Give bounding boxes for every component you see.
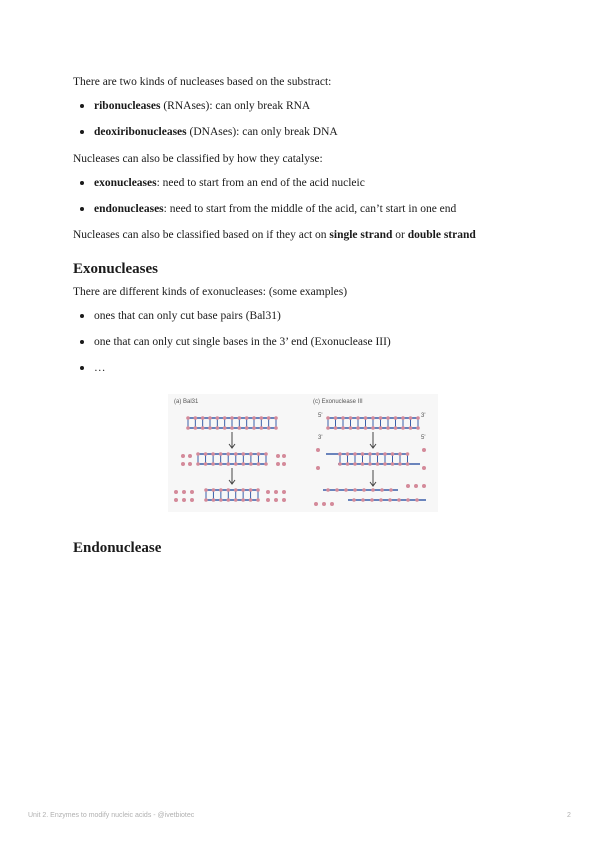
exonuclease-figure [168,394,438,512]
released-nucleotide [330,502,334,506]
nucleotide-bead [376,462,380,466]
nucleotide-bead [223,426,227,430]
definition: (RNAses): can only break RNA [160,100,311,112]
nucleotide-bead [204,462,208,466]
nucleotide-bead [226,462,230,466]
nucleotide-bead [383,452,387,456]
nucleotide-bead [371,426,375,430]
nucleotide-bead [264,452,268,456]
nucleotide-bead [211,452,215,456]
nucleotide-bead [406,452,410,456]
nucleotide-bead [391,452,395,456]
nucleotide-bead [368,452,372,456]
nucleotide-bead [256,498,260,502]
definition: (DNAses): can only break DNA [186,126,338,138]
nucleotide-bead [201,416,205,420]
nucleotide-bead [194,416,198,420]
released-nucleotide [274,498,278,502]
nucleotide-bead [352,498,356,502]
nucleotide-bead [204,452,208,456]
released-nucleotide [422,448,426,452]
nucleotide-bead [186,416,190,420]
nucleotide-bead [376,452,380,456]
section-heading-exonucleases: Exonucleases [73,261,159,277]
nucleotide-bead [338,452,342,456]
released-nucleotide [181,462,185,466]
end-label-5: 5' [318,413,323,419]
list-item [94,176,365,190]
intro-text: There are two kinds of nucleases based on the substract: [73,76,332,88]
nucleotide-bead [234,488,238,492]
nucleotide-bead [364,426,368,430]
nucleotide-bead [353,462,357,466]
released-nucleotide [181,454,185,458]
nucleotide-bead [226,498,230,502]
released-nucleotide [282,462,286,466]
nucleotide-bead [349,426,353,430]
nucleotide-bead [370,498,374,502]
nucleotide-bead [380,488,384,492]
released-nucleotide [182,498,186,502]
nucleotide-bead [398,462,402,466]
nucleotide-bead [238,426,242,430]
nucleotide-bead [249,498,253,502]
nucleotide-bead [226,452,230,456]
nucleotide-bead [204,488,208,492]
nucleotide-bead [386,416,390,420]
nucleotide-bead [415,498,419,502]
released-nucleotide [188,462,192,466]
nucleotide-bead [257,452,261,456]
nucleotide-bead [201,426,205,430]
nucleotide-bead [338,462,342,466]
released-nucleotide [422,466,426,470]
text-span: Nucleases can also be classified based on if they act on [73,229,330,241]
nucleotide-bead [346,452,350,456]
nucleotide-bead [249,452,253,456]
nucleotide-bead [216,426,220,430]
exo-intro-text: There are different kinds of exonucleases: (some examples) [73,286,348,298]
nucleotide-bead [362,488,366,492]
nucleotide-bead [371,416,375,420]
term: deoxiribonucleases [94,126,187,138]
nucleotide-bead [401,426,405,430]
nucleotide-bead [391,462,395,466]
nucleotide-bead [208,416,212,420]
nucleotide-bead [230,426,234,430]
nucleotide-bead [416,416,420,420]
nucleotide-bead [389,488,393,492]
nucleotide-bead [219,452,223,456]
nucleotide-bead [226,488,230,492]
nucleotide-bead [196,452,200,456]
released-nucleotide [190,490,194,494]
released-nucleotide [316,448,320,452]
bullet [80,314,84,318]
released-nucleotide [182,490,186,494]
nucleotide-bead [341,426,345,430]
released-nucleotide [422,484,426,488]
footer-text: Unit 2. Enzymes to modify nucleic acids - @ivetbiotec [28,812,195,819]
released-nucleotide [174,490,178,494]
list-item [94,202,456,216]
released-nucleotide [282,490,286,494]
nucleotide-bead [353,452,357,456]
text-span: or [392,229,408,241]
nucleotide-bead [241,498,245,502]
term: exonucleases [94,177,157,189]
nucleotide-bead [334,426,338,430]
nucleotide-bead [379,426,383,430]
released-nucleotide [190,498,194,502]
nucleotide-bead [326,488,330,492]
released-nucleotide [274,490,278,494]
term: ribonucleases [94,100,161,112]
nucleotide-bead [242,452,246,456]
nucleotide-bead [186,426,190,430]
nucleotide-bead [398,452,402,456]
nucleotide-bead [274,426,278,430]
nucleotide-bead [234,462,238,466]
nucleotide-bead [219,498,223,502]
list-item: … [94,362,106,374]
nucleotide-bead [356,416,360,420]
nucleotide-bead [356,426,360,430]
nucleotide-bead [368,462,372,466]
nucleotide-bead [406,498,410,502]
exonuclease-diagram [168,394,438,512]
released-nucleotide [266,490,270,494]
nucleotide-bead [341,416,345,420]
end-label-3-bottom: 3' [318,435,323,441]
nucleotide-bead [211,462,215,466]
nucleotide-bead [361,452,365,456]
released-nucleotide [316,466,320,470]
nucleotide-bead [260,416,264,420]
released-nucleotide [406,484,410,488]
nucleotide-bead [219,488,223,492]
released-nucleotide [188,454,192,458]
nucleotide-bead [234,498,238,502]
nucleotide-bead [416,426,420,430]
nucleotide-bead [401,416,405,420]
nucleotide-bead [252,416,256,420]
nucleotide-bead [349,416,353,420]
nucleotide-bead [386,426,390,430]
nucleotide-bead [334,416,338,420]
nucleotide-bead [241,488,245,492]
nucleotide-bead [245,416,249,420]
nucleotide-bead [249,462,253,466]
definition: : need to start from the middle of the acid, can’t start in one end [163,203,457,215]
nucleotide-bead [219,462,223,466]
nucleotide-bead [379,498,383,502]
released-nucleotide [276,462,280,466]
released-nucleotide [266,498,270,502]
bullet [80,340,84,344]
nucleotide-bead [409,426,413,430]
strand-text [73,228,476,242]
bullet [80,104,84,108]
nucleotide-bead [394,426,398,430]
nucleotide-bead [346,462,350,466]
nucleotide-bead [383,462,387,466]
nucleotide-bead [388,498,392,502]
nucleotide-bead [361,498,365,502]
bullet [80,130,84,134]
nucleotide-bead [245,426,249,430]
released-nucleotide [282,454,286,458]
bullet [80,366,84,370]
nucleotide-bead [230,416,234,420]
nucleotide-bead [344,488,348,492]
nucleotide-bead [326,426,330,430]
nucleotide-bead [208,426,212,430]
nucleotide-bead [335,488,339,492]
definition: : need to start from an end of the acid nucleic [156,177,365,189]
nucleotide-bead [260,426,264,430]
panel-label-exonuclease-iii: (c) Exonuclease III [313,399,363,405]
section-heading-endonuclease: Endonuclease [73,540,162,556]
nucleotide-bead [196,462,200,466]
end-label-5-bottom: 5' [421,435,426,441]
nucleotide-bead [274,416,278,420]
nucleotide-bead [204,498,208,502]
panel-label-bal31: (a) Bal31 [174,399,199,405]
list-item [94,125,338,139]
nucleotide-bead [409,416,413,420]
nucleotide-bead [326,416,330,420]
nucleotide-bead [194,426,198,430]
released-nucleotide [276,454,280,458]
list-item: one that can only cut single bases in the 3’ end (Exonuclease III) [94,336,391,348]
list-item: ones that can only cut base pairs (Bal31) [94,310,281,322]
term: endonucleases [94,203,164,215]
released-nucleotide [314,502,318,506]
nucleotide-bead [267,426,271,430]
nucleotide-bead [212,488,216,492]
nucleotide-bead [394,416,398,420]
nucleotide-bead [223,416,227,420]
nucleotide-bead [234,452,238,456]
nucleotide-bead [353,488,357,492]
nucleotide-bead [242,462,246,466]
nucleotide-bead [397,498,401,502]
nucleotide-bead [216,416,220,420]
term: double strand [407,229,476,241]
nucleotide-bead [264,462,268,466]
nucleotide-bead [212,498,216,502]
nucleotide-bead [257,462,261,466]
nucleotide-bead [252,426,256,430]
released-nucleotide [322,502,326,506]
bullet [80,181,84,185]
nucleotide-bead [364,416,368,420]
nucleotide-bead [361,462,365,466]
nucleotide-bead [379,416,383,420]
end-label-3: 3' [421,413,426,419]
bullet [80,207,84,211]
nucleotide-bead [371,488,375,492]
released-nucleotide [174,498,178,502]
term: single strand [329,229,393,241]
released-nucleotide [414,484,418,488]
nucleotide-bead [406,462,410,466]
classification-text: Nucleases can also be classified by how they catalyse: [73,153,323,165]
nucleotide-bead [238,416,242,420]
list-item [94,99,310,113]
page-number: 2 [567,812,571,819]
nucleotide-bead [256,488,260,492]
nucleotide-bead [267,416,271,420]
released-nucleotide [282,498,286,502]
nucleotide-bead [249,488,253,492]
